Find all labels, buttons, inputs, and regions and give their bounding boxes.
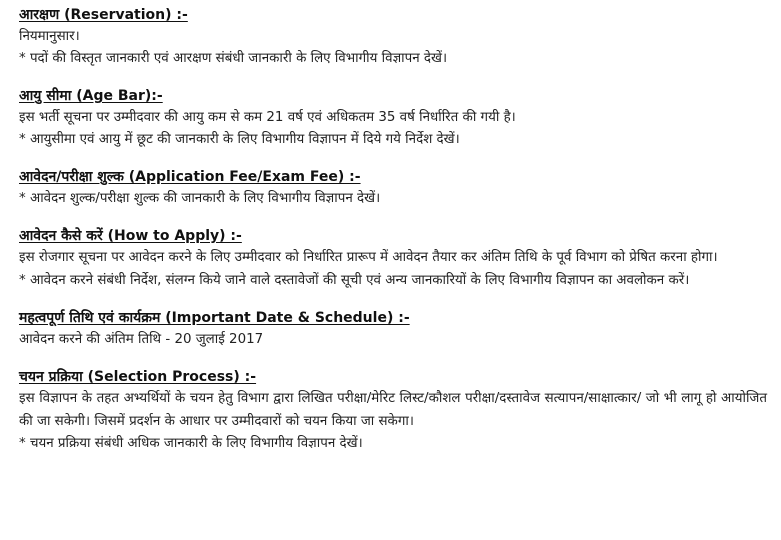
reservation-heading: आरक्षण (Reservation) :- [19, 7, 188, 23]
reservation-section [19, 4, 767, 70]
fee-note: * आवेदन शुल्क/परीक्षा शुल्क की जानकारी के लिए विभागीय विज्ञापन देखें। [19, 191, 381, 206]
how-to-apply-section [19, 225, 767, 292]
age-bar-note: * आयुसीमा एवं आयु में छूट की जानकारी के लिए विभागीय विज्ञापन में दिये गये निर्देश देखें। [19, 132, 460, 147]
selection-note: * चयन प्रक्रिया संबंधी अधिक जानकारी के लिए विभागीय विज्ञापन देखें। [19, 436, 363, 451]
how-to-apply-note: * आवेदन करने संबंधी निर्देश, संलग्न किये जाने वाले दस्तावेजों की सूची एवं अन्य जानकारियों के लिए विभागीय विज्ञापन का अवलोकन करें। [19, 272, 690, 288]
reservation-text: नियमानुसार। [19, 29, 80, 44]
selection-text: इस विज्ञापन के तहत अभ्यर्थियों के चयन हेतु विभाग द्वारा लिखित परीक्षा/मेरिट लिस्ट/कौशल परीक्षा/दस्तावेज सत्यापन/साक्षात्कार/ जो भी लागू हो आयोजित की जा सकेगी। जिसमें प्रदर्शन के आधार पर उम्मीदवारों को चयन किया जा सकेगा। [19, 391, 767, 429]
fee-section [19, 166, 767, 210]
last-date-text: आवेदन करने की अंतिम तिथि - 20 जुलाई 2017 [19, 332, 264, 347]
age-bar-heading: आयु सीमा (Age Bar):- [19, 88, 163, 104]
important-dates-section [19, 307, 767, 351]
selection-heading: चयन प्रक्रिया (Selection Process) :- [19, 369, 257, 385]
selection-section [19, 366, 767, 455]
important-dates-heading: महत्वपूर्ण तिथि एवं कार्यक्रम (Important Date & Schedule) :- [19, 310, 410, 326]
age-bar-section [19, 85, 767, 151]
how-to-apply-text: इस रोजगार सूचना पर आवेदन करने के लिए उम्मीदवार को निर्धारित प्रारूप में आवेदन तैयार कर अंतिम तिथि के पूर्व विभाग को प्रेषित करना होगा। [19, 250, 718, 265]
fee-heading: आवेदन/परीक्षा शुल्क (Application Fee/Exam Fee) :- [19, 169, 361, 185]
how-to-apply-heading: आवेदन कैसे करें (How to Apply) :- [19, 228, 242, 244]
age-bar-text: इस भर्ती सूचना पर उम्मीदवार की आयु कम से कम 21 वर्ष एवं अधिकतम 35 वर्ष निर्धारित की गयी है। [19, 110, 516, 125]
reservation-note: * पदों की विस्तृत जानकारी एवं आरक्षण संबंधी जानकारी के लिए विभागीय विज्ञापन देखें। [19, 51, 448, 66]
